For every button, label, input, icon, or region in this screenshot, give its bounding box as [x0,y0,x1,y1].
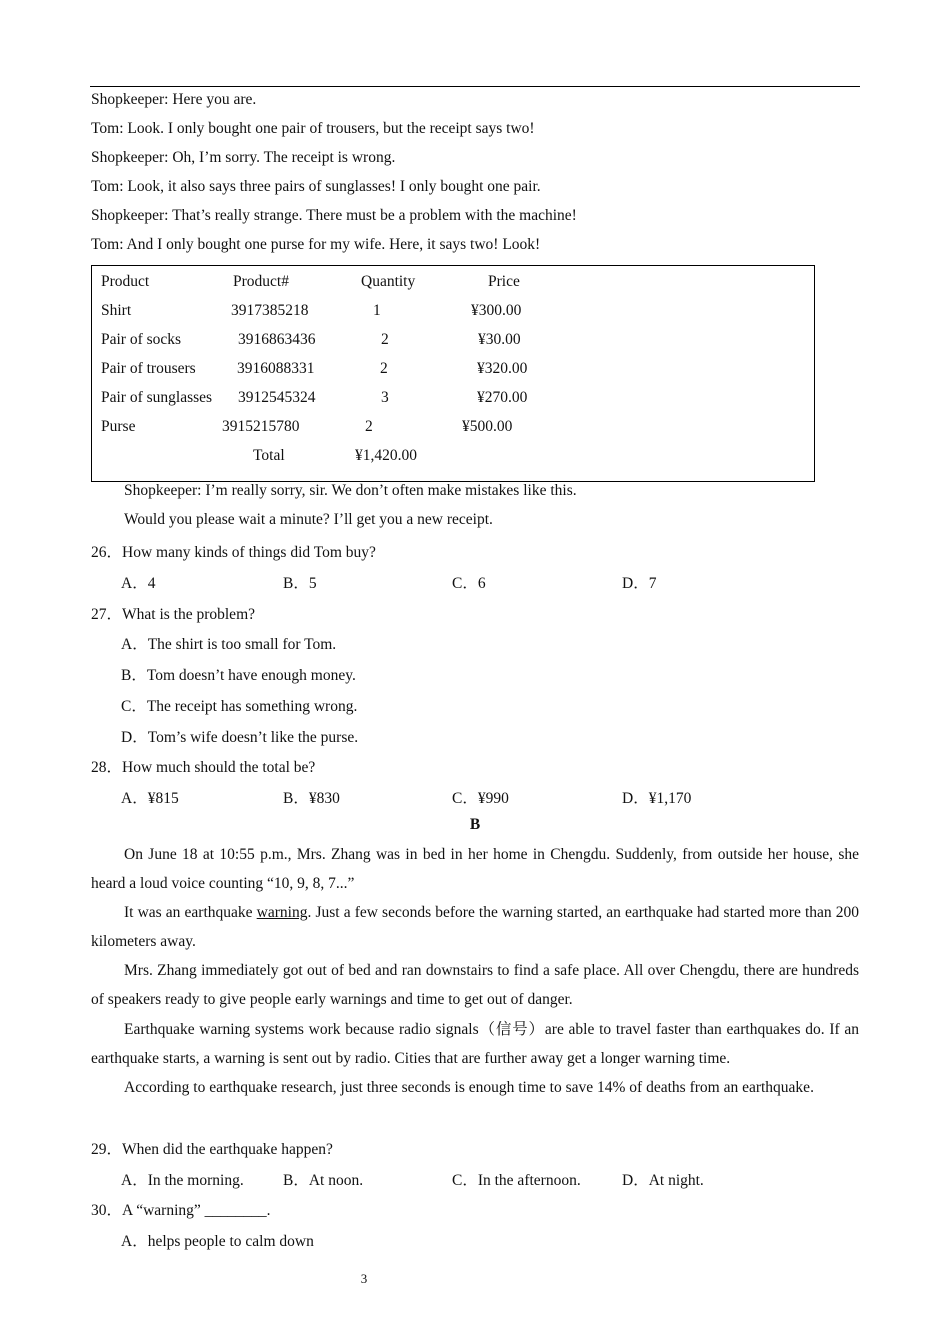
dialogue-line: Shopkeeper: Here you are. [91,91,257,108]
option-d: D．¥1,170 [622,790,692,807]
page-number: 3 [360,1271,368,1286]
option-d: D．At night. [622,1172,704,1189]
option-c: C．¥990 [452,790,509,807]
question-30: 30．A “warning” ________. [91,1202,271,1219]
header-product-number: Product# [233,273,289,290]
option-b: B．At noon. [283,1172,364,1189]
total-label: Total [253,447,285,464]
cell-product-number: 3917385218 [231,302,309,319]
dialogue-line: Shopkeeper: Oh, I’m sorry. The receipt is wrong. [91,149,396,166]
question-28: 28．How much should the total be? [91,759,316,776]
option-c: C．6 [452,575,486,592]
cell-product-number: 3916863436 [238,331,316,348]
cell-quantity: 2 [381,331,389,348]
receipt-table [91,265,815,482]
option-c: C．In the afternoon. [452,1172,581,1189]
option-d: D．Tom’s wife doesn’t like the purse. [121,729,359,746]
paragraph: According to earthquake research, just three seconds is enough time to save 14% of deaths from an earthquake. [124,1079,814,1096]
section-heading: B [469,816,481,833]
question-29: 29．When did the earthquake happen? [91,1141,333,1158]
option-a: A．In the morning. [121,1172,244,1189]
dialogue-line: Tom: Look, it also says three pairs of sunglasses! I only bought one pair. [91,178,541,195]
cell-quantity: 1 [373,302,381,319]
question-27: 27．What is the problem? [91,606,255,623]
cell-quantity: 2 [365,418,373,435]
cell-product-number: 3916088331 [237,360,315,377]
after-line: Shopkeeper: I’m really sorry, sir. We don’t often make mistakes like this. [124,482,577,499]
header-quantity: Quantity [361,273,416,290]
header-product: Product [101,273,150,290]
question-26: 26．How many kinds of things did Tom buy? [91,544,376,561]
header-price: Price [488,273,520,290]
cell-price: ¥320.00 [477,360,528,377]
option-a: A．¥815 [121,790,179,807]
option-b: B．Tom doesn’t have enough money. [121,667,356,684]
option-b: B．5 [283,575,317,592]
option-b: B．¥830 [283,790,340,807]
cell-price: ¥270.00 [477,389,528,406]
option-c: C．The receipt has something wrong. [121,698,358,715]
cell-quantity: 2 [380,360,388,377]
dialogue-line: Shopkeeper: That’s really strange. There must be a problem with the machine! [91,207,577,224]
cell-price: ¥300.00 [471,302,522,319]
top-rule [90,86,860,87]
cell-quantity: 3 [381,389,389,406]
cell-product-number: 3915215780 [222,418,300,435]
cell-product: Pair of sunglasses [101,389,213,406]
cell-price: ¥30.00 [478,331,521,348]
option-a: A．4 [121,575,156,592]
cell-product: Purse [101,418,136,435]
underlined-word: warning [256,904,308,921]
cell-price: ¥500.00 [462,418,513,435]
paragraph: Earthquake warning systems work because radio signals（信号）are able to travel faster than earthquakes do. If an earthquake starts, a warning is sent out by radio. Cities that are further away get a longer warning time. [91,1021,859,1067]
total-value: ¥1,420.00 [355,447,417,464]
option-a: A．The shirt is too small for Tom. [121,636,337,653]
option-d: D．7 [622,575,657,592]
dialogue-line: Tom: And I only bought one purse for my wife. Here, it says two! Look! [91,236,541,253]
cell-product: Shirt [101,302,132,319]
paragraph: It was an earthquake warning. Just a few seconds before the warning started, an earthquake had started more than 200 kilometers away. [91,904,859,950]
paragraph: Mrs. Zhang immediately got out of bed and ran downstairs to find a safe place. All over Chengdu, there are hundreds of speakers ready to give people early warnings and time to get out of danger. [91,962,859,1008]
paragraph: On June 18 at 10:55 p.m., Mrs. Zhang was in bed in her home in Chengdu. Suddenly, from outside her house, she heard a loud voice counting “10, 9, 8, 7...” [91,846,859,892]
cell-product: Pair of socks [101,331,182,348]
cell-product: Pair of trousers [101,360,196,377]
option-a: A．helps people to calm down [121,1233,314,1250]
dialogue-line: Tom: Look. I only bought one pair of trousers, but the receipt says two! [91,120,535,137]
after-line: Would you please wait a minute? I’ll get you a new receipt. [124,511,493,528]
cell-product-number: 3912545324 [238,389,316,406]
